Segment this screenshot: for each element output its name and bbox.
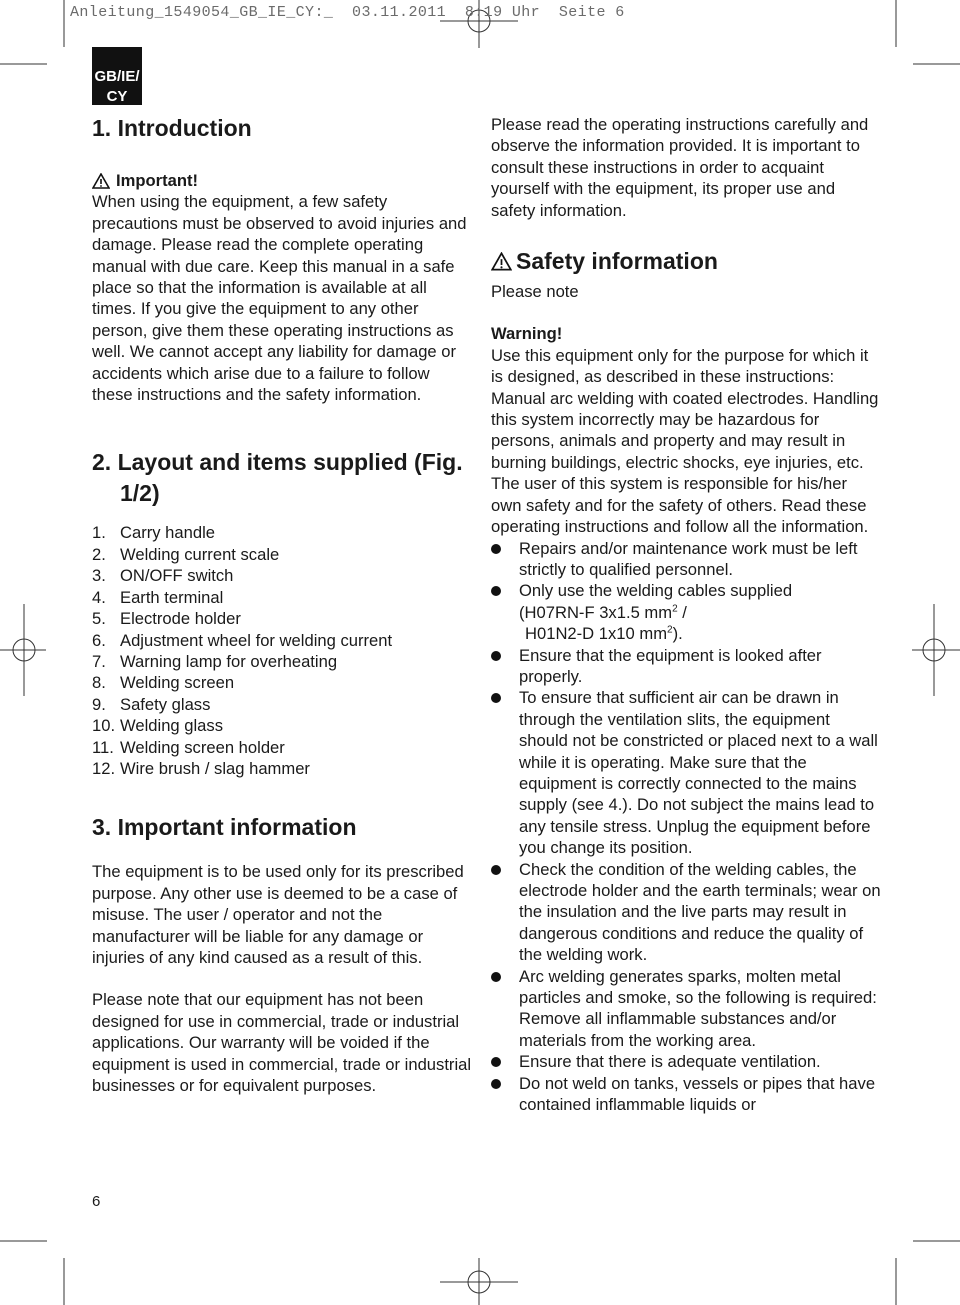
- list-item: [92, 651, 472, 672]
- item-text: ON/OFF switch: [120, 566, 234, 586]
- item-text: Warning lamp for overheating: [120, 651, 338, 671]
- please-note-text: Please note: [491, 282, 579, 302]
- bullet-text: Do not weld on tanks, vessels or pipes that have contained inflammable liquids or: [519, 1073, 876, 1115]
- bullet-icon: [491, 1073, 519, 1116]
- cables-intro: Only use the welding cables supplied: [519, 581, 793, 601]
- list-item: [92, 737, 472, 758]
- bullet-icon: [491, 580, 519, 644]
- list-item: [491, 645, 881, 688]
- list-item: [491, 1051, 881, 1072]
- safety-information-heading: [491, 247, 881, 275]
- item-number: 9.: [92, 694, 106, 714]
- bullet-text: Ensure that there is adequate ventilation.: [519, 1052, 821, 1072]
- list-item: [491, 859, 881, 966]
- safety-heading-text: Safety information: [516, 248, 718, 275]
- list-item: [92, 758, 472, 779]
- right-column: [491, 114, 881, 1115]
- list-item: [92, 608, 472, 629]
- introduction-heading: 1. Introduction: [92, 115, 252, 141]
- page-number: 6: [92, 1193, 101, 1210]
- layout-heading: 2. Layout and items supplied (Fig. 1/2): [92, 449, 463, 507]
- item-text: Adjustment wheel for welding current: [120, 630, 393, 650]
- bullet-text: Repairs and/or maintenance work must be left strictly to qualified personnel.: [519, 538, 858, 579]
- list-item: [92, 630, 472, 651]
- language-badge-line1: GB/IE/: [94, 68, 140, 85]
- list-item: [92, 522, 472, 543]
- print-slug-line: Anleitung_1549054_GB_IE_CY:_ 03.11.2011 8:19 Uhr Seite 6: [70, 4, 625, 21]
- item-number: 6.: [92, 630, 106, 650]
- language-badge-line2: CY: [106, 88, 128, 105]
- cable-spec-1-post: /: [677, 602, 687, 622]
- bullet-icon: [491, 645, 519, 688]
- list-item: [92, 715, 472, 736]
- list-item: [92, 544, 472, 565]
- list-item: [491, 1073, 881, 1116]
- item-text: Welding glass: [120, 716, 223, 736]
- list-item: [92, 587, 472, 608]
- cable-spec-1-text: (H07RN-F 3x1.5 mm: [519, 602, 673, 622]
- bullet-text: Check the condition of the welding cables, the electrode holder and the earth terminals; wear on the insulation and the live parts may result in dangerous conditions and reduce the quality of the welding work.: [519, 859, 881, 965]
- list-item: [491, 687, 881, 858]
- item-number: 11.: [92, 737, 114, 757]
- item-text: Welding current scale: [120, 544, 280, 564]
- information-paragraph-2: Please note that our equipment has not been designed for use in commercial, trade or industrial applications. Our warranty will be voided if the equipment is used in commercial, trade or industrial businesses or for equivalent purposes.: [92, 990, 472, 1095]
- item-number: 12.: [92, 758, 116, 778]
- cable-spec-1-sup: 2: [672, 603, 678, 615]
- information-paragraph-1: The equipment is to be used only for its prescribed purpose. Any other use is deemed to be a case of misuse. The user / operator and not the manufacturer will be liable for any damage or injuries of any kind caused as a result of this.: [92, 862, 464, 967]
- warning-triangle-icon: [491, 252, 512, 271]
- item-number: 1.: [92, 523, 106, 543]
- bullet-icon: [491, 859, 519, 966]
- item-text: Welding screen holder: [120, 737, 285, 757]
- items-supplied-list: [92, 522, 472, 779]
- cable-spec-2-post: ).: [672, 624, 683, 644]
- item-text: Electrode holder: [120, 609, 241, 629]
- item-number: 8.: [92, 673, 106, 693]
- instructions-paragraph: Please read the operating instructions carefully and observe the information provided. It is important to consult these instructions in order to acquaint yourself with the equipment, its proper use and safety information.: [491, 115, 869, 220]
- item-number: 5.: [92, 609, 106, 629]
- item-text: Safety glass: [120, 694, 211, 714]
- item-number: 10.: [92, 716, 116, 736]
- language-badge: [92, 47, 142, 105]
- item-number: 4.: [92, 587, 106, 607]
- introduction-body: When using the equipment, a few safety precautions must be observed to avoid injuries and damage. Please read the complete operating manual with due care. Keep this manual in a safe place so that the information is available at all times. If you give the equipment to any other person, give them these operating instructions as well. We cannot accept any liability for damage or accidents which arise due to a failure to follow these instructions and the safety information.: [92, 192, 467, 405]
- safety-bullet-list: [491, 538, 881, 1116]
- item-number: 7.: [92, 651, 106, 671]
- list-item: [92, 565, 472, 586]
- list-item: [491, 966, 881, 1052]
- bullet-icon: [491, 538, 519, 581]
- important-information-heading: 3. Important information: [92, 814, 357, 841]
- item-number: 3.: [92, 566, 106, 586]
- important-note: [92, 170, 472, 191]
- cable-spec-1: [519, 603, 687, 622]
- bullet-text: To ensure that sufficient air can be drawn in through the ventilation slits, the equipment should not be constricted or placed next to a wall while it is operating. Make sure that the equipment is correctly connected to the mains supply (see 4.). Do not subject the mains lead to any tensile stress. Unplug the equipment before you change its position.: [519, 688, 878, 858]
- list-item: [92, 694, 472, 715]
- cable-spec-2-sup: 2: [667, 624, 673, 636]
- warning-label: Warning!: [491, 324, 563, 344]
- bullet-text: [519, 580, 792, 644]
- item-number: 2.: [92, 544, 106, 564]
- item-text: Earth terminal: [120, 587, 224, 607]
- cable-spec-2: [519, 624, 683, 643]
- list-item: [491, 538, 881, 581]
- warning-body: Use this equipment only for the purpose for which it is designed, as described in these instructions: Manual arc welding with coated electrodes. Handling this system incorrectly may be hazardous for persons, animals and property and may result in burning buildings, electric shocks, eye injuries, etc. The user of this system is responsible for his/her own safety and for the safety of others. Read these operating instructions and follow all the information.: [491, 345, 879, 537]
- warning-triangle-icon: [92, 173, 110, 189]
- bullet-text: Arc welding generates sparks, molten metal particles and smoke, so the following is required: Remove all inflammable substances and/or materials from the working area.: [519, 966, 877, 1050]
- item-text: Welding screen: [120, 673, 235, 693]
- bullet-icon: [491, 687, 519, 858]
- item-text: Carry handle: [120, 523, 216, 543]
- important-label: Important!: [116, 171, 199, 190]
- left-column: [92, 114, 472, 1096]
- item-text: Wire brush / slag hammer: [120, 758, 310, 778]
- bullet-text: Ensure that the equipment is looked after properly.: [519, 645, 822, 686]
- bullet-icon: [491, 966, 519, 1052]
- list-item: [92, 672, 472, 693]
- bullet-icon: [491, 1051, 519, 1072]
- cable-spec-2-text: H01N2-D 1x10 mm: [525, 624, 668, 644]
- list-item: [491, 580, 881, 644]
